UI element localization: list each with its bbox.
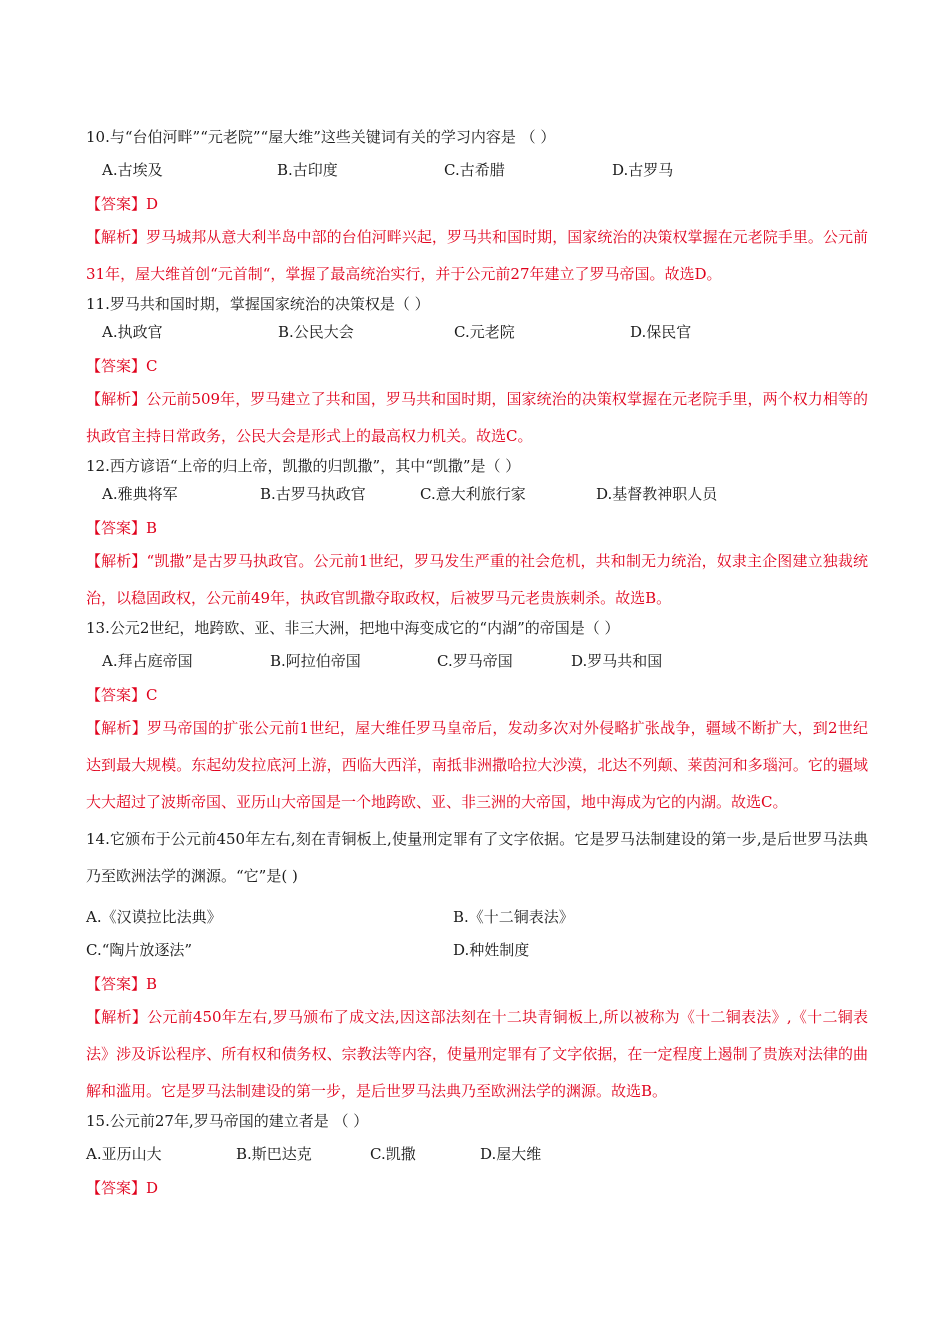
question-stem: 12.西方谚语“上帝的归上帝，凯撒的归凯撒”，其中“凯撒”是（ ） bbox=[86, 457, 521, 475]
option-b: B.古罗马执政官 bbox=[260, 485, 366, 503]
explanation-text: 【解析】“凯撒”是古罗马执政官。公元前1世纪，罗马发生严重的社会危机，共和制无力统治，奴隶主企图建立独裁统治，以稳固政权，公元前49年，执政官凯撒夺取政权，后被罗马元老贵族刺杀。故选B。 bbox=[86, 552, 868, 607]
explanation-text: 【解析】罗马帝国的扩张公元前1世纪，屋大维任罗马皇帝后，发动多次对外侵略扩张战争，疆域不断扩大，到2世纪达到最大规模。东起幼发拉底河上游，西临大西洋，南抵非洲撒哈拉大沙漠，北达不列颠、莱茵河和多瑙河。它的疆域大大超过了波斯帝国、亚历山大帝国是一个地跨欧、亚、非三洲的大帝国，地中海成为它的内湖。故选C。 bbox=[86, 719, 868, 811]
option-b: B.公民大会 bbox=[278, 323, 354, 341]
option-b: B.《十二铜表法》 bbox=[453, 908, 574, 926]
option-a: A.亚历山大 bbox=[86, 1145, 162, 1163]
option-c: C.凯撒 bbox=[370, 1145, 416, 1163]
option-a: A.雅典将军 bbox=[102, 485, 178, 503]
answer-label: 【答案】D bbox=[86, 195, 159, 213]
option-d: D.屋大维 bbox=[480, 1145, 542, 1163]
option-a: A.《汉谟拉比法典》 bbox=[86, 908, 222, 926]
answer-label: 【答案】B bbox=[86, 975, 158, 993]
option-a: A.执政官 bbox=[102, 323, 163, 341]
question-13 bbox=[86, 617, 870, 821]
question-stem: 10.与“台伯河畔”“元老院”“屋大维”这些关键词有关的学习内容是 （ ） bbox=[86, 128, 556, 146]
option-row bbox=[102, 159, 870, 181]
option-c: C.罗马帝国 bbox=[437, 652, 513, 670]
option-a: A.拜占庭帝国 bbox=[102, 652, 193, 670]
option-c: C.“陶片放逐法” bbox=[86, 941, 193, 959]
answer-label: 【答案】C bbox=[86, 357, 158, 375]
option-row bbox=[102, 321, 870, 343]
option-b: B.古印度 bbox=[277, 161, 338, 179]
option-d: D.基督教神职人员 bbox=[596, 485, 718, 503]
question-15 bbox=[86, 1110, 870, 1199]
option-row bbox=[86, 1143, 870, 1165]
explanation-text: 【解析】公元前450年左右,罗马颁布了成文法,因这部法刻在十二块青铜板上,所以被称为《十二铜表法》,《十二铜表法》涉及诉讼程序、所有权和债务权、宗教法等内容，使量刑定罪有了文字依据，在一定程度上遏制了贵族对法律的曲解和滥用。它是罗马法制建设的第一步，是后世罗马法典乃至欧洲法学的渊源。故选B。 bbox=[86, 1008, 868, 1100]
option-b: B.斯巴达克 bbox=[236, 1145, 312, 1163]
explanation-text: 【解析】公元前509年，罗马建立了共和国，罗马共和国时期，国家统治的决策权掌握在元老院手里，两个权力相等的执政官主持日常政务，公民大会是形式上的最高权力机关。故选C。 bbox=[86, 390, 868, 445]
option-c: C.古希腊 bbox=[444, 161, 505, 179]
answer-label: 【答案】B bbox=[86, 519, 158, 537]
answer-label: 【答案】C bbox=[86, 686, 158, 704]
option-b: B.阿拉伯帝国 bbox=[270, 652, 361, 670]
question-14 bbox=[86, 821, 870, 1110]
option-grid bbox=[86, 906, 870, 961]
question-12 bbox=[86, 455, 870, 617]
question-stem: 15.公元前27年,罗马帝国的建立者是 （ ） bbox=[86, 1112, 369, 1130]
option-a: A.古埃及 bbox=[102, 161, 163, 179]
question-10 bbox=[86, 126, 870, 293]
question-11 bbox=[86, 293, 870, 455]
answer-label: 【答案】D bbox=[86, 1179, 159, 1197]
explanation-text: 【解析】罗马城邦从意大利半岛中部的台伯河畔兴起，罗马共和国时期，国家统治的决策权掌握在元老院手里。公元前31年，屋大维首创“元首制“，掌握了最高统治实行，并于公元前27年建立了罗马帝国。故选D。 bbox=[86, 228, 868, 283]
option-d: D.罗马共和国 bbox=[571, 652, 663, 670]
option-row bbox=[102, 483, 870, 505]
option-d: D.古罗马 bbox=[612, 161, 674, 179]
option-d: D.保民官 bbox=[630, 323, 692, 341]
option-row bbox=[102, 650, 870, 672]
option-c: C.意大利旅行家 bbox=[420, 485, 526, 503]
option-d: D.种姓制度 bbox=[453, 941, 530, 959]
question-stem: 13.公元2世纪，地跨欧、亚、非三大洲，把地中海变成它的“内湖”的帝国是（ ） bbox=[86, 619, 620, 637]
question-stem: 11.罗马共和国时期，掌握国家统治的决策权是（ ） bbox=[86, 295, 430, 313]
option-c: C.元老院 bbox=[454, 323, 515, 341]
question-stem: 14.它颁布于公元前450年左右,刻在青铜板上,使量刑定罪有了文字依据。它是罗马法制建设的第一步,是后世罗马法典乃至欧洲法学的渊源。“它”是( ) bbox=[86, 830, 868, 885]
